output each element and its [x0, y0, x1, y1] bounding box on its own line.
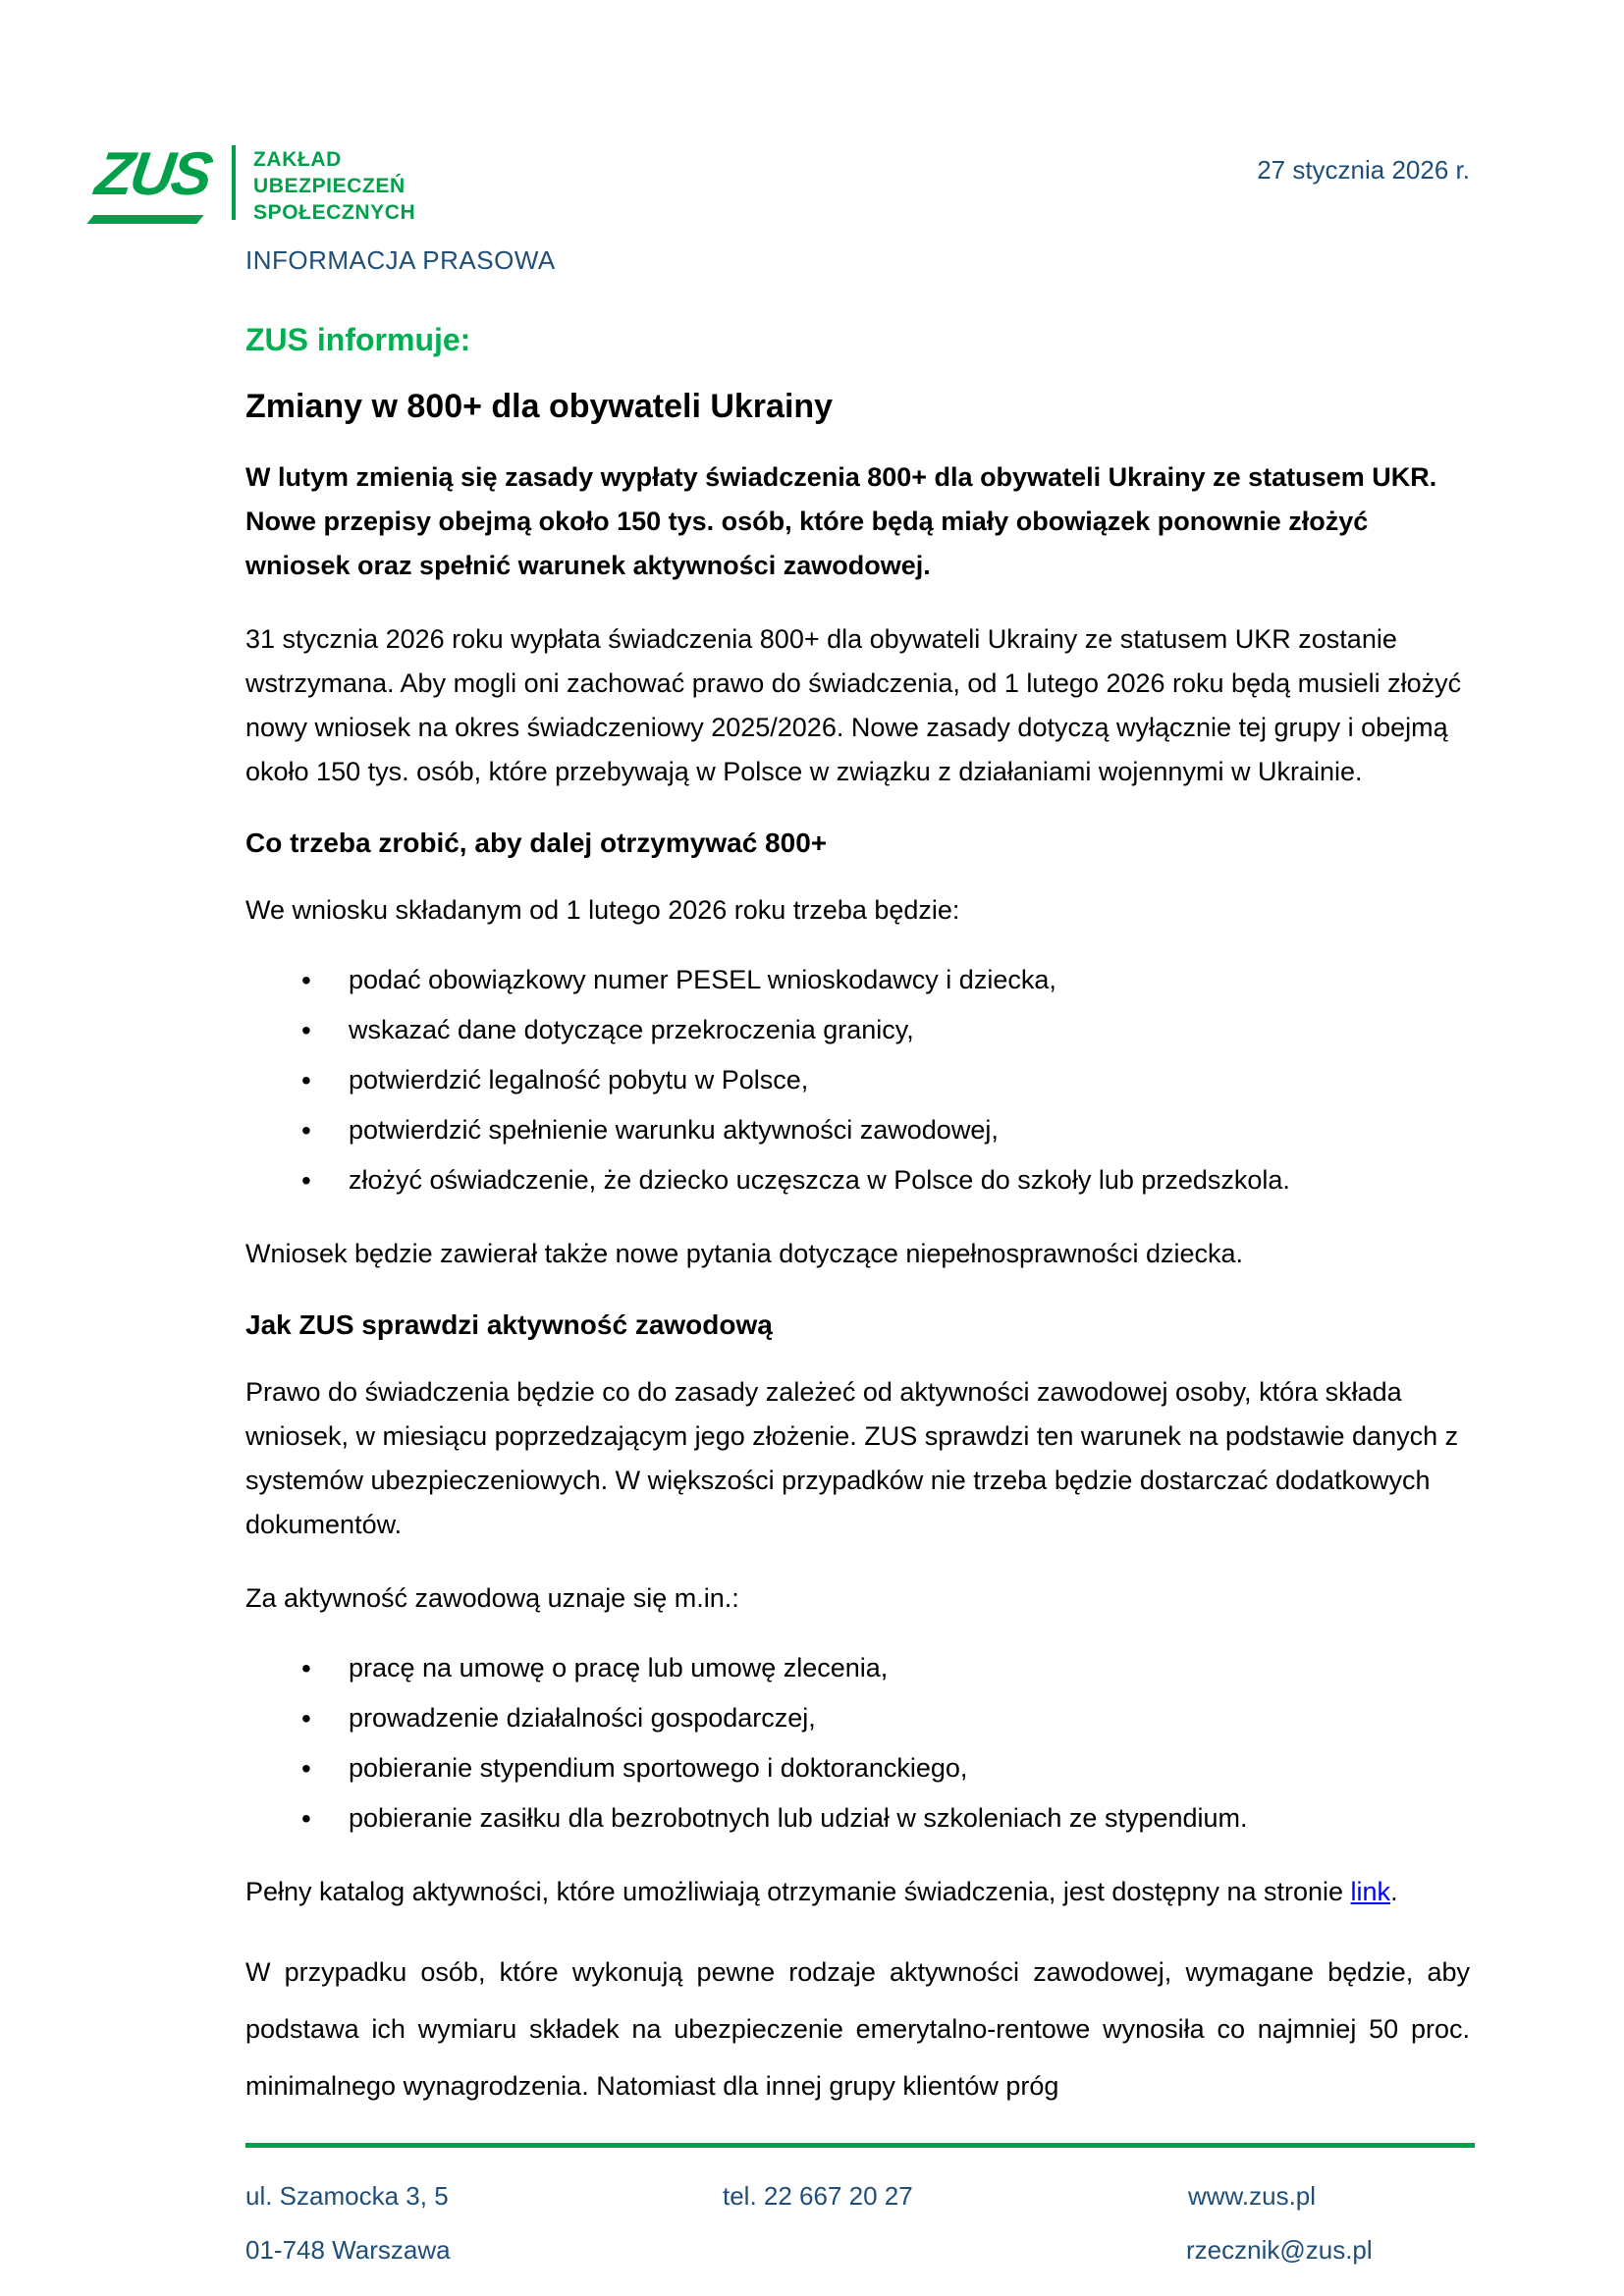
kicker-heading: ZUS informuje: [245, 322, 471, 357]
catalog-link[interactable]: link [1350, 1877, 1391, 1906]
org-name-line: ZAKŁAD [253, 148, 342, 171]
footer [245, 2181, 1475, 2279]
list-item: • złożyć oświadczenie, że dziecko uczęszcza w Polsce do szkoły lub przedszkola. [245, 1158, 1470, 1202]
catalog-paragraph [245, 1870, 1470, 1914]
zus-logo-acronym: ZUS [91, 140, 214, 208]
list-item: • prowadzenie działalności gospodarczej, [245, 1696, 1470, 1740]
footer-divider [245, 2143, 1475, 2148]
document-date: 27 stycznia 2026 r. [1257, 155, 1470, 185]
press-release-label: INFORMACJA PRASOWA [245, 245, 556, 275]
list-item: • potwierdzić spełnienie warunku aktywności zawodowej, [245, 1108, 1470, 1152]
list-item: • pracę na umowę o pracę lub umowę zlecenia, [245, 1646, 1470, 1690]
contributions-paragraph: W przypadku osób, które wykonują pewne rodzaje aktywności zawodowej, wymagane będzie, aby podstawa ich wymiaru składek na ubezpieczenie emerytalno-rentowe wynosiła co najmniej 50 proc. minimalnego wynagrodzenia. Natomiast dla innej grupy klientów próg [245, 1957, 1470, 2101]
intro-paragraph: 31 stycznia 2026 roku wypłata świadczenia 800+ dla obywateli Ukrainy ze statusem UKR zostanie wstrzymana. Aby mogli oni zachować prawo do świadczenia, od 1 lutego 2026 roku będą musieli złożyć nowy wniosek na okres świadczeniowy 2025/2026. Nowe zasady dotyczą wyłącznie tej grupy i obejmą około 150 tys. osób, które przebywają w Polsce w związku z działaniami wojennymi w Ukrainie. [245, 624, 1462, 786]
lead-paragraph: W lutym zmienią się zasady wypłaty świadczenia 800+ dla obywateli Ukrainy ze statusem UKR. Nowe przepisy obejmą około 150 tys. osób, które będą miały obowiązek ponownie złożyć wniosek oraz spełnić warunek aktywności zawodowej. [245, 462, 1437, 580]
zus-logo-underline-icon [86, 215, 203, 224]
activity-list [245, 1646, 1470, 1841]
zus-logo-icon [91, 140, 214, 222]
verification-paragraph: Prawo do świadczenia będzie co do zasady zależeć od aktywności zawodowej osoby, która składa wniosek, w miesiącu poprzedzającym jego złożenie. ZUS sprawdzi ten warunek na podstawie danych z systemów ubezpieczeniowych. W większości przypadków nie trzeba będzie dostarczać dodatkowych dokumentów. [245, 1377, 1459, 1539]
org-name-line: SPOŁECZNYCH [253, 201, 416, 224]
disability-paragraph: Wniosek będzie zawierał także nowe pytania dotyczące niepełnosprawności dziecka. [245, 1239, 1244, 1268]
footer-address-line1: ul. Szamocka 3, 5 [245, 2181, 449, 2211]
catalog-paragraph-period: . [1390, 1877, 1398, 1906]
page-title: Zmiany w 800+ dla obywateli Ukrainy [245, 388, 834, 425]
list-item: • pobieranie stypendium sportowego i doktoranckiego, [245, 1746, 1470, 1790]
list-item: • wskazać dane dotyczące przekroczenia granicy, [245, 1008, 1470, 1052]
application-paragraph: We wniosku składanym od 1 lutego 2026 roku trzeba będzie: [245, 895, 960, 925]
footer-website: www.zus.pl [1188, 2181, 1317, 2211]
requirements-list [245, 958, 1470, 1202]
section-heading-verification: Jak ZUS sprawdzi aktywność zawodową [245, 1309, 773, 1340]
catalog-paragraph-text: Pełny katalog aktywności, które umożliwiają otrzymanie świadczenia, jest dostępny na stronie [245, 1877, 1351, 1906]
organization-name [253, 145, 415, 226]
footer-phone: tel. 22 667 20 27 [723, 2181, 913, 2211]
list-item: • potwierdzić legalność pobytu w Polsce, [245, 1058, 1470, 1102]
activity-intro-paragraph: Za aktywność zawodową uznaje się m.in.: [245, 1583, 739, 1613]
footer-address-line2: 01-748 Warszawa [245, 2235, 451, 2265]
list-item: • podać obowiązkowy numer PESEL wnioskodawcy i dziecka, [245, 958, 1470, 1002]
footer-email: rzecznik@zus.pl [1186, 2235, 1373, 2265]
document-body [245, 322, 1470, 2114]
section-heading-requirements: Co trzeba zrobić, aby dalej otrzymywać 800+ [245, 828, 828, 858]
list-item: • pobieranie zasiłku dla bezrobotnych lub udział w szkoleniach ze stypendium. [245, 1796, 1470, 1841]
logo-divider [232, 145, 236, 220]
org-name-line: UBEZPIECZEŃ [253, 175, 406, 197]
zus-logo [91, 140, 416, 226]
